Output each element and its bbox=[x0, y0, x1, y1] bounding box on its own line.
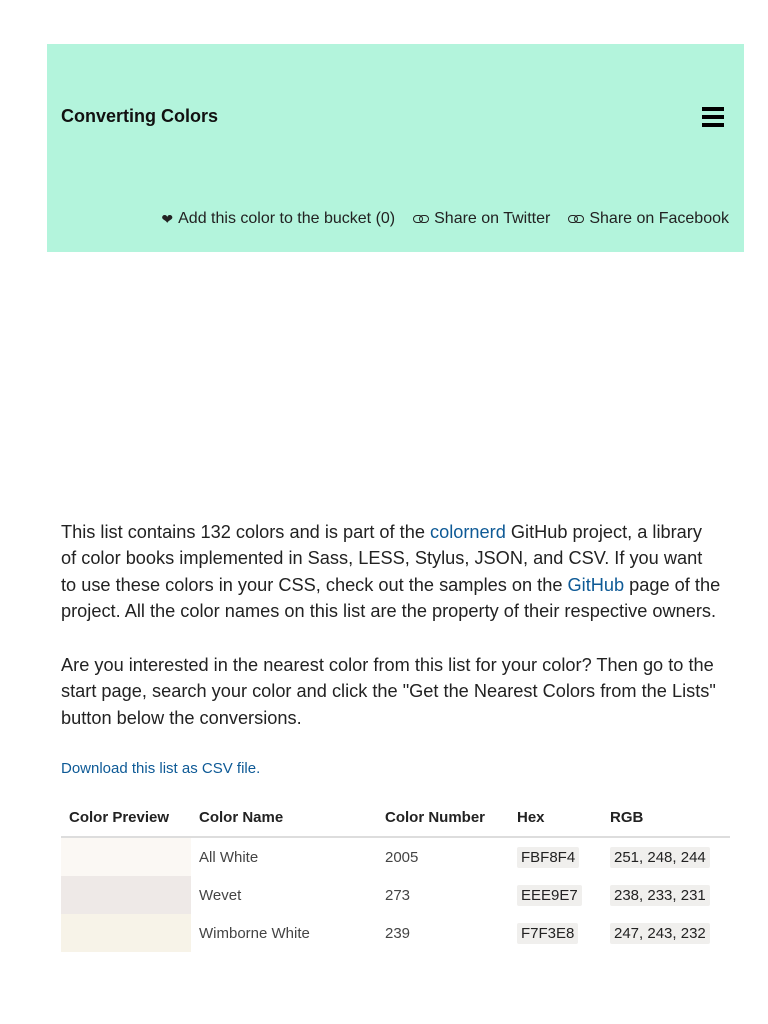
rgb-cell bbox=[602, 837, 730, 876]
hex-code: FBF8F4 bbox=[517, 847, 579, 868]
viewport-bottom bbox=[0, 962, 768, 1024]
hamburger-menu-icon[interactable] bbox=[702, 107, 724, 127]
download-csv-link[interactable]: Download this list as CSV file. bbox=[61, 760, 261, 777]
color-name-cell: Wevet bbox=[199, 886, 242, 904]
share-facebook-label: Share on Facebook bbox=[589, 210, 729, 227]
header-hex: Hex bbox=[509, 798, 602, 837]
color-number-cell: 239 bbox=[385, 924, 411, 942]
color-swatch[interactable] bbox=[61, 914, 191, 952]
nearest-color-paragraph: Are you interested in the nearest color from this list for your color? Then go to the start page, search your color and click the "Get the Nearest Colors from the Lists" button below the conversions. bbox=[61, 655, 716, 728]
header-color-number: Color Number bbox=[377, 798, 509, 837]
action-links bbox=[161, 210, 729, 228]
share-facebook-link[interactable] bbox=[568, 210, 729, 228]
share-twitter-label: Share on Twitter bbox=[434, 210, 551, 227]
header-color-preview: Color Preview bbox=[61, 798, 191, 837]
hex-code: F7F3E8 bbox=[517, 923, 578, 944]
share-twitter-link[interactable] bbox=[413, 210, 550, 228]
add-to-bucket-label: Add this color to the bucket (0) bbox=[178, 210, 396, 227]
color-number-cell: 2005 bbox=[385, 848, 419, 866]
intro-text-start: This list contains 132 colors and is part of the bbox=[61, 522, 430, 542]
hex-code: EEE9E7 bbox=[517, 885, 582, 906]
rgb-code: 238, 233, 231 bbox=[610, 885, 710, 906]
heart-icon: ❤ bbox=[161, 210, 174, 227]
table-row[interactable] bbox=[61, 837, 730, 876]
add-to-bucket-link[interactable] bbox=[161, 210, 395, 228]
header-banner bbox=[47, 44, 744, 252]
rgb-cell bbox=[602, 914, 730, 952]
color-name-cell: Wimborne White bbox=[199, 924, 310, 942]
table-row[interactable] bbox=[61, 914, 730, 952]
color-swatch[interactable] bbox=[61, 837, 191, 876]
rgb-code: 247, 243, 232 bbox=[610, 923, 710, 944]
hex-cell bbox=[509, 837, 602, 876]
rgb-code: 251, 248, 244 bbox=[610, 847, 710, 868]
rgb-cell bbox=[602, 876, 730, 914]
table-row[interactable] bbox=[61, 876, 730, 914]
site-title[interactable]: Converting Colors bbox=[61, 105, 222, 127]
link-icon bbox=[413, 215, 429, 223]
table-header-row bbox=[61, 798, 730, 837]
hex-cell bbox=[509, 914, 602, 952]
header-color-name: Color Name bbox=[191, 798, 377, 837]
intro-text-middle: GitHub project, a library of color books implemented in Sass, LESS, Stylus, JSON, and CSV. If you want to use these colors in your CSS, check out the samples on the bbox=[61, 522, 703, 595]
color-name-cell: All White bbox=[199, 848, 259, 866]
github-link[interactable]: GitHub bbox=[567, 574, 625, 595]
colornerd-link[interactable]: colornerd bbox=[430, 522, 506, 542]
hex-cell bbox=[509, 876, 602, 914]
intro-paragraph bbox=[61, 519, 721, 625]
color-table bbox=[61, 798, 730, 952]
color-number-cell: 273 bbox=[385, 886, 411, 904]
link-icon bbox=[568, 215, 584, 223]
header-rgb: RGB bbox=[602, 798, 730, 837]
intro-text-end: page of the project. All the color names on this list are the property of their respective owners. bbox=[61, 574, 721, 622]
color-swatch[interactable] bbox=[61, 876, 191, 914]
